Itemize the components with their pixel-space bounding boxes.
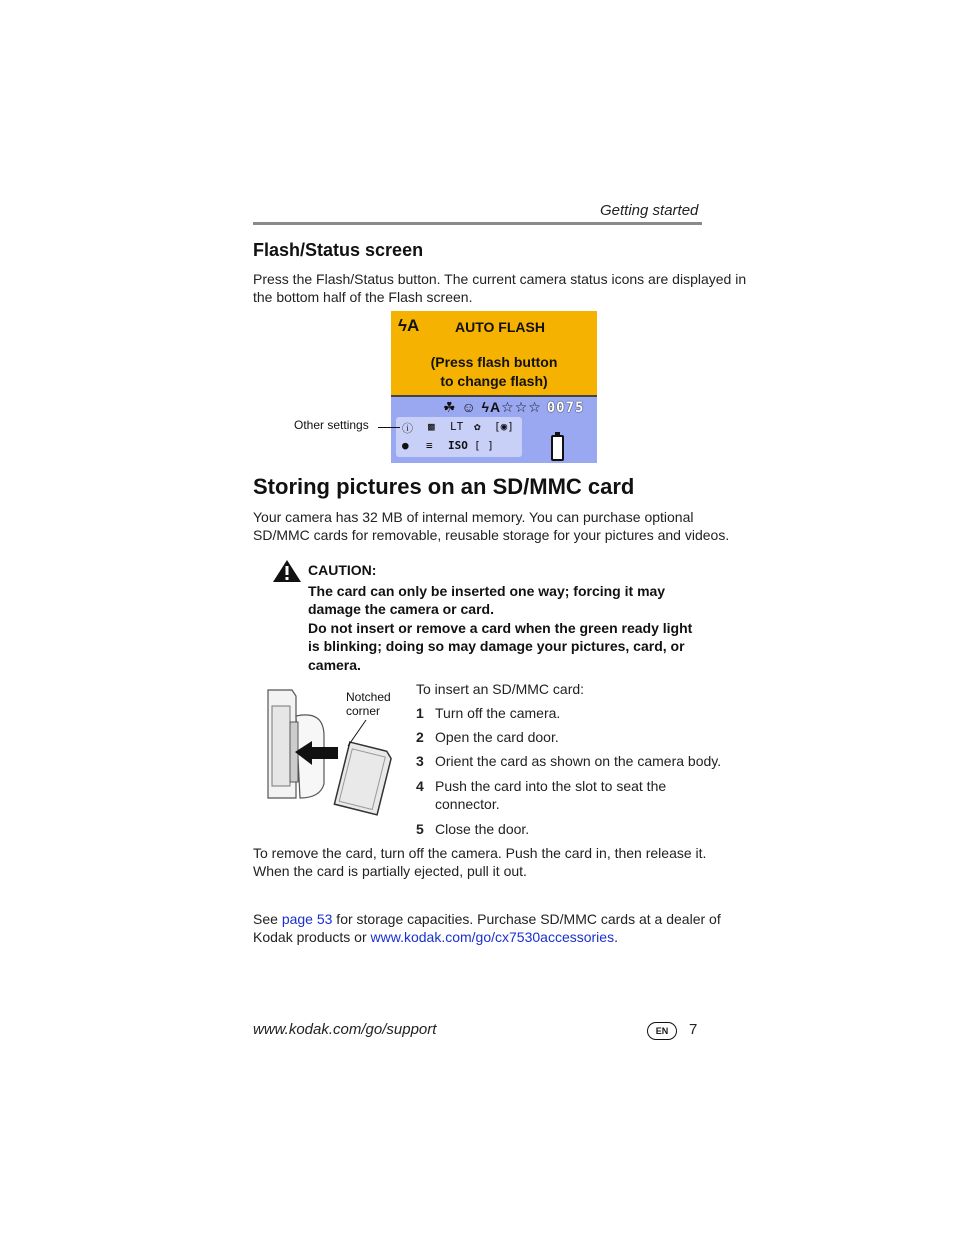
storing-body-line1: Your camera has 32 MB of internal memory. You can purchase optional xyxy=(253,509,694,525)
storing-body-line2: SD/MMC cards for removable, reusable storage for your pictures and videos. xyxy=(253,527,730,543)
card-insertion-figure xyxy=(262,686,412,826)
notched-corner-label xyxy=(346,690,391,718)
lcd-divider xyxy=(391,395,597,397)
step-number: 3 xyxy=(416,753,424,769)
step-text: Open the card door. xyxy=(435,729,559,745)
setting-icon-1: ⓘ xyxy=(402,422,413,435)
notched-label-line2: corner xyxy=(346,704,381,718)
accessories-link[interactable]: www.kodak.com/go/cx7530accessories xyxy=(370,929,615,945)
caution-line: is blinking; doing so may damage your pictures, card, or xyxy=(308,638,685,654)
language-badge: EN xyxy=(647,1022,677,1040)
step-number: 1 xyxy=(416,705,424,721)
step-number: 4 xyxy=(416,778,424,794)
flash-status-body-line2: the bottom half of the Flash screen. xyxy=(253,289,473,305)
caution-line: camera. xyxy=(308,656,361,673)
setting-icon-2: ▩ xyxy=(428,420,435,433)
caution-label: CAUTION: xyxy=(308,562,377,578)
setting-icon-4: ✿ xyxy=(474,420,481,433)
header-rule xyxy=(253,222,702,225)
step-text: Orient the card as shown on the camera body. xyxy=(435,753,722,769)
setting-icon-5: [◉] xyxy=(494,420,514,433)
lcd-message xyxy=(391,353,597,391)
storing-heading: Storing pictures on an SD/MMC card xyxy=(253,474,635,499)
warning-icon xyxy=(272,559,302,583)
see-also-line1 xyxy=(253,910,721,928)
flash-status-body-line1: Press the Flash/Status button. The current camera status icons are displayed in xyxy=(253,271,747,287)
see-line2-prefix: Kodak products or xyxy=(253,929,371,945)
step-number: 5 xyxy=(416,821,424,837)
battery-icon xyxy=(551,435,564,461)
auto-flash-icon: ϟA xyxy=(398,316,420,335)
lcd-flash-screen xyxy=(391,311,597,463)
caution-line: damage the camera or card. xyxy=(308,601,494,617)
remove-line2: When the card is partially ejected, pull it out. xyxy=(253,863,527,879)
step-number: 2 xyxy=(416,729,424,745)
page-number: 7 xyxy=(689,1021,698,1038)
caution-block xyxy=(308,561,704,674)
remove-line1: To remove the card, turn off the camera. Push the card in, then release it. xyxy=(253,845,707,861)
see-line2-suffix: . xyxy=(614,929,618,945)
picture-count: 0075 xyxy=(546,400,585,416)
lcd-message-line2: to change flash) xyxy=(440,373,548,389)
insert-intro: To insert an SD/MMC card: xyxy=(416,681,585,697)
running-header: Getting started xyxy=(600,202,699,219)
status-icons: ☘ ☺ ϟA☆☆☆ xyxy=(443,399,542,415)
step-text: Turn off the camera. xyxy=(435,705,561,721)
lcd-message-line1: (Press flash button xyxy=(430,354,558,370)
page-53-link[interactable]: page 53 xyxy=(281,911,333,927)
lcd-title: AUTO FLASH xyxy=(455,319,545,335)
setting-icon-6: ● xyxy=(402,439,409,452)
other-settings-callout-line xyxy=(378,427,400,428)
other-settings-label: Other settings xyxy=(294,418,369,432)
other-settings-panel xyxy=(396,417,522,457)
caution-line: Do not insert or remove a card when the green ready light xyxy=(308,619,693,636)
see-prefix: See xyxy=(253,911,282,927)
iso-icon: ISO xyxy=(448,439,468,452)
setting-icon-7: ≡ xyxy=(426,439,433,452)
setting-icon-9: [ ] xyxy=(474,439,494,452)
step-text: Close the door. xyxy=(435,821,530,837)
notched-label-line1: Notched xyxy=(346,690,391,704)
see-also-line2 xyxy=(253,928,618,946)
footer-support-url: www.kodak.com/go/support xyxy=(253,1021,437,1038)
step-text: Push the card into the slot to seat the xyxy=(435,778,667,794)
step-text-cont: connector. xyxy=(435,796,500,812)
caution-line: The card can only be inserted one way; forcing it may xyxy=(308,582,666,599)
flash-status-heading: Flash/Status screen xyxy=(253,240,424,260)
setting-icon-3: LT xyxy=(450,420,464,433)
see-mid: for storage capacities. Purchase SD/MMC cards at a dealer of xyxy=(332,911,721,927)
